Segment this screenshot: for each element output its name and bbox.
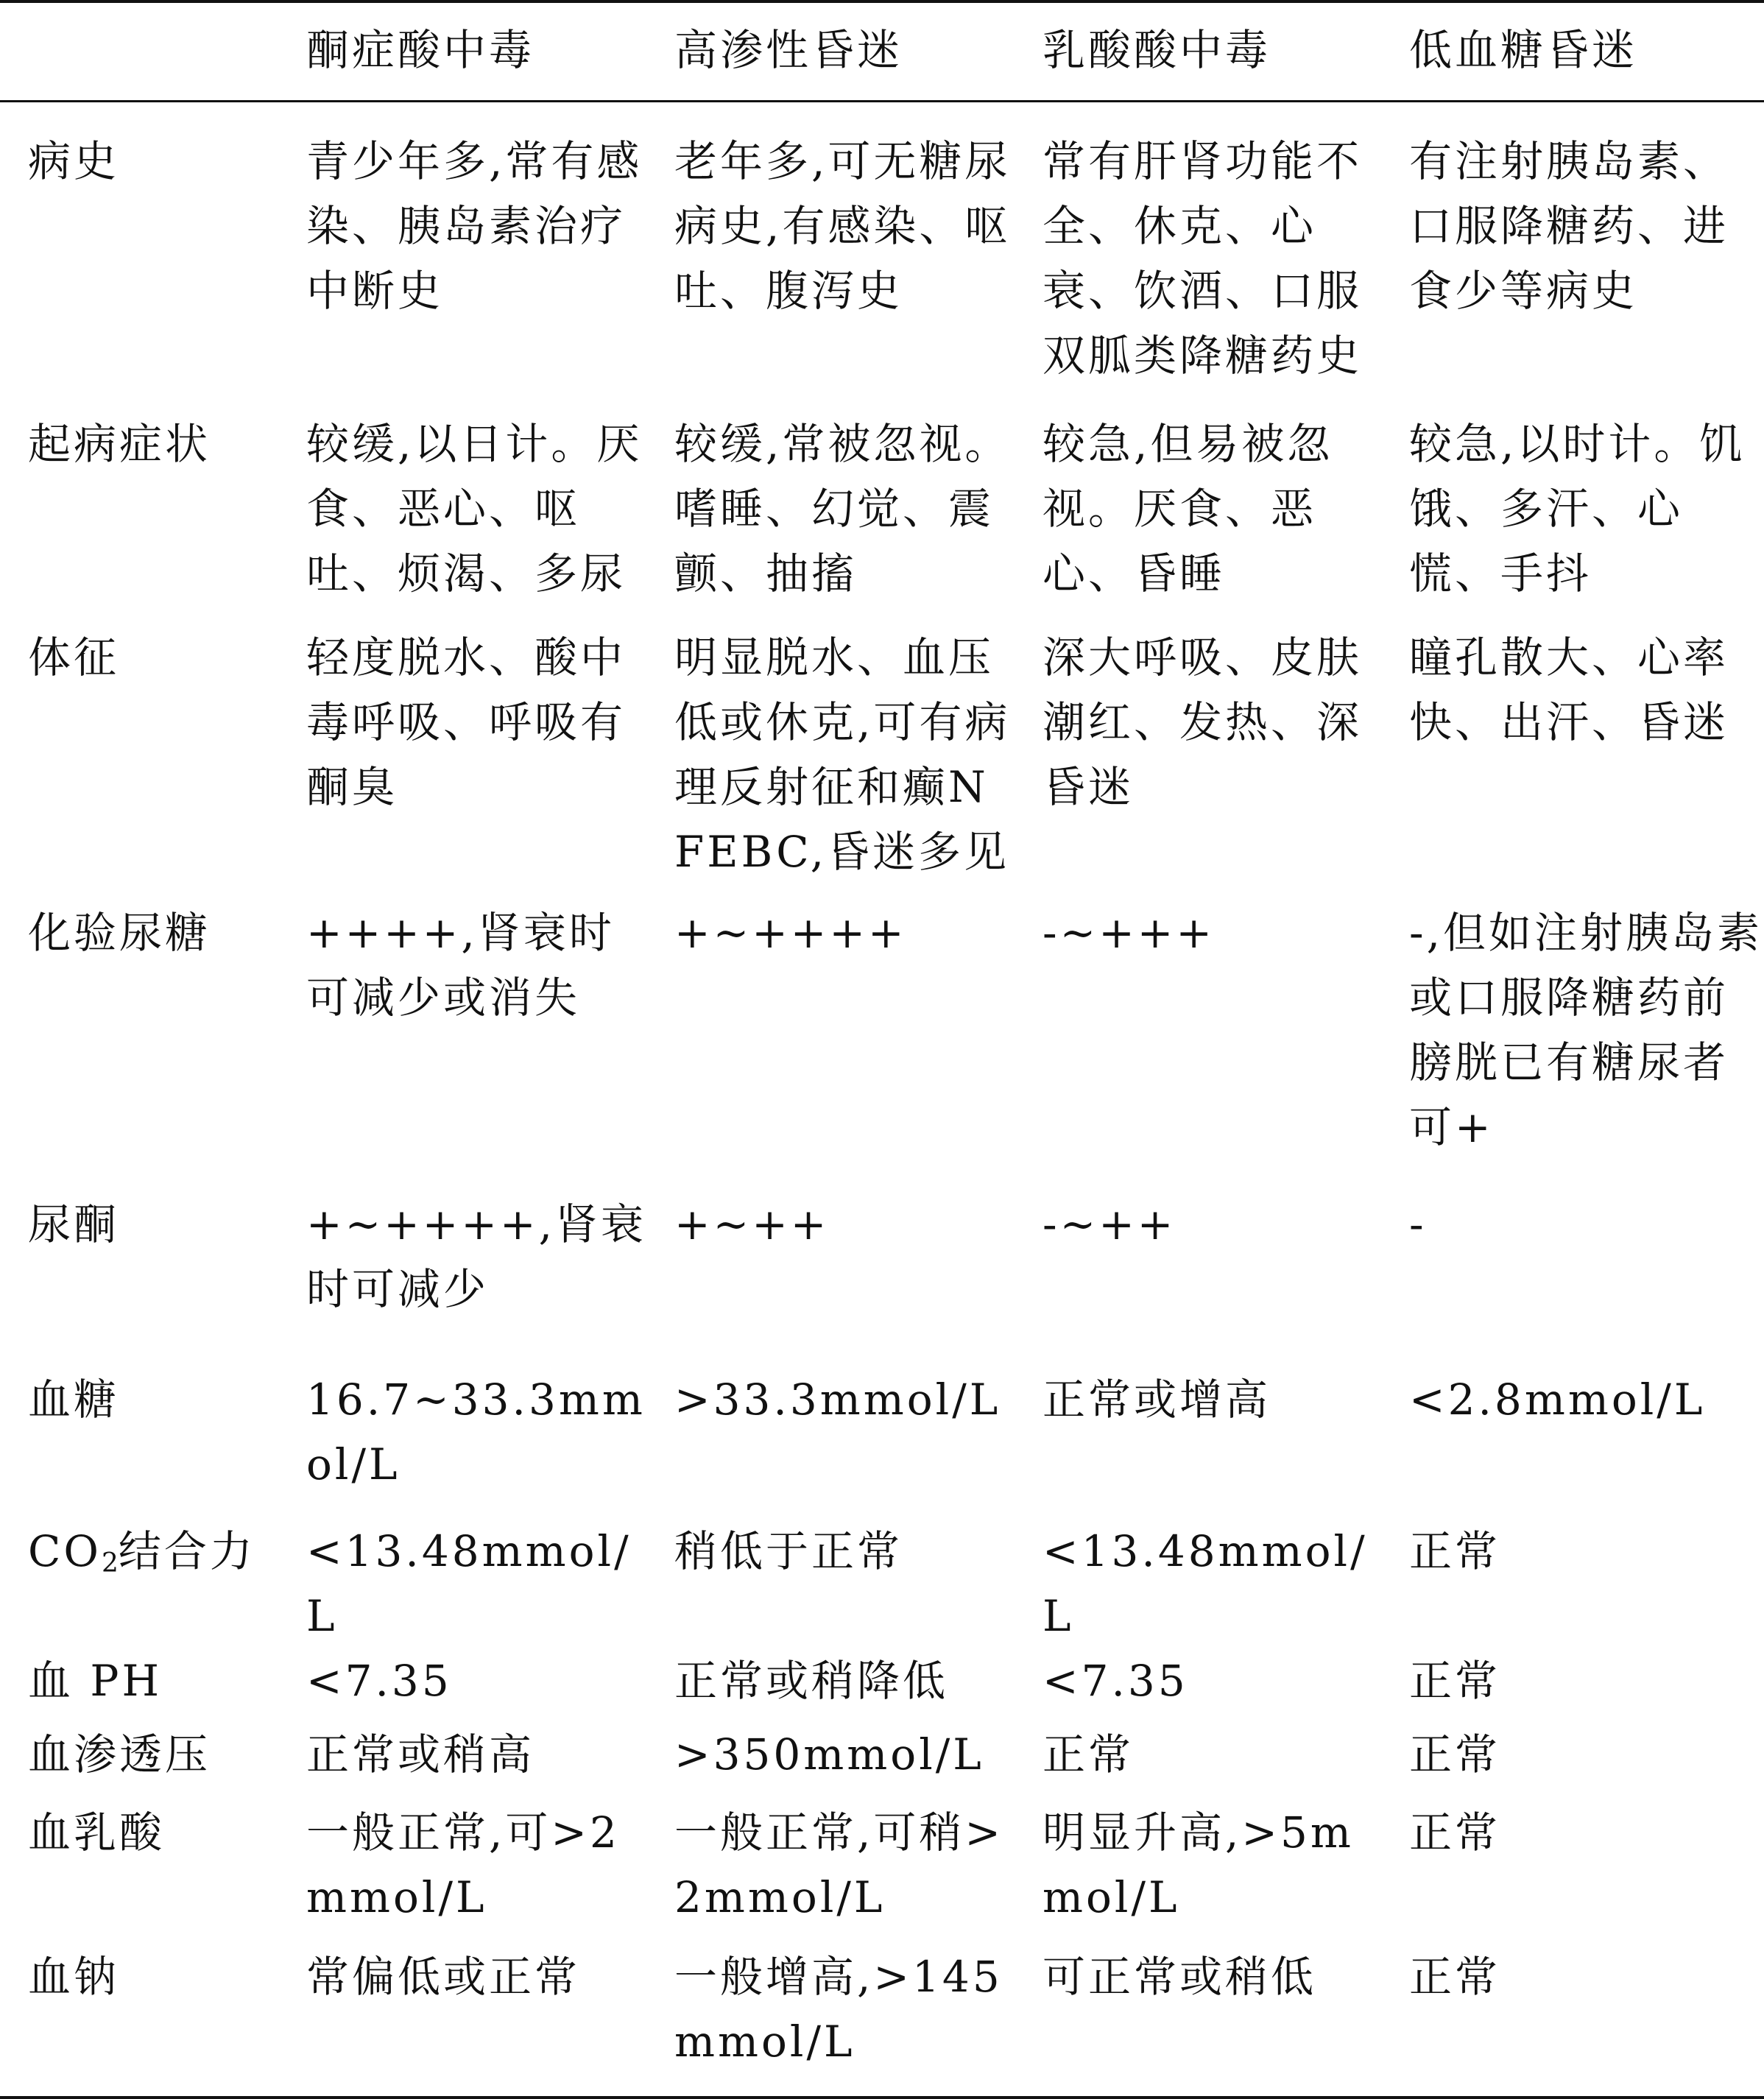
- table-cell: >33.3mmol/L: [674, 1375, 1001, 1425]
- table-cell: 稍低于正常: [674, 1526, 903, 1576]
- row-label: 起病症状: [28, 419, 211, 469]
- table-row: [0, 394, 1764, 625]
- table-cell: >350mmol/L: [674, 1729, 984, 1779]
- header-lactic-acidosis: 乳酸酸中毒: [1016, 0, 1383, 102]
- row-label: 血钠: [0, 1944, 280, 2098]
- table-cell: 正常: [1409, 1729, 1501, 1779]
- table-cell: -~++: [1042, 1199, 1176, 1249]
- table-cell: 一般正常,可>2mmol/L: [306, 1807, 620, 1922]
- table-row: [0, 1519, 1764, 1648]
- table-cell: 可正常或稍低: [1016, 1944, 1383, 2098]
- table-cell: ++++,肾衰时可减少或消失: [306, 908, 615, 1023]
- table-cell: 正常: [1409, 1656, 1501, 1706]
- row-label: 化验尿糖: [28, 908, 211, 958]
- row-label: 血乳酸: [28, 1807, 166, 1858]
- table-cell: 正常: [1042, 1729, 1135, 1779]
- table-cell: <13.48mmol/L: [306, 1526, 632, 1641]
- table-cell: -: [1409, 1199, 1427, 1249]
- table-cell: 正常或稍降低: [674, 1656, 949, 1706]
- row-label: 血糖: [28, 1375, 120, 1425]
- table-cell: 轻度脱水、酸中毒呼吸、呼吸有酮臭: [306, 632, 627, 812]
- table-cell: 较缓,以日计。厌食、恶心、呕吐、烦渴、多尿: [306, 419, 643, 599]
- table-cell: 正常或稍高: [306, 1729, 535, 1779]
- table-cell: 常有肝肾功能不全、休克、心衰、饮酒、口服双胍类降糖药史: [1042, 136, 1363, 381]
- table-cell: 明显脱水、血压低或休克,可有病理反射征和癫NFEBC,昏迷多见: [674, 632, 1011, 877]
- header-corner: [0, 0, 280, 102]
- header-ketoacidosis: 酮症酸中毒: [280, 0, 648, 102]
- table-cell: 深大呼吸、皮肤潮红、发热、深昏迷: [1042, 632, 1363, 812]
- table-cell: -~+++: [1042, 908, 1215, 958]
- table-cell: <7.35: [306, 1656, 452, 1706]
- table-cell: +~++: [674, 1199, 830, 1249]
- table-cell: 较急,以时计。饥饿、多汗、心慌、手抖: [1409, 419, 1746, 599]
- table-cell: +~++++: [674, 908, 907, 958]
- table-cell: 有注射胰岛素、口服降糖药、进食少等病史: [1409, 136, 1729, 316]
- table-cell: 较急,但易被忽视。厌食、恶心、昏睡: [1042, 419, 1333, 599]
- row-label: 尿酮: [28, 1199, 120, 1249]
- table-cell: 瞳孔散大、心率快、出汗、昏迷: [1409, 632, 1729, 747]
- table-row: [0, 625, 1764, 900]
- table-row: [0, 1367, 1764, 1519]
- table-cell: -,但如注射胰岛素或口服降糖药前膀胱已有糖尿者可+: [1409, 908, 1763, 1152]
- table-cell: 正常: [1409, 1526, 1501, 1576]
- row-label: 体征: [28, 632, 120, 682]
- row-label-rest: 结合力: [118, 1526, 255, 1576]
- table-row: [0, 1192, 1764, 1367]
- table-row: [0, 1648, 1764, 1722]
- table-row: [0, 1722, 1764, 1800]
- table-row: [0, 1800, 1764, 1944]
- table-row: [0, 1944, 1764, 2098]
- table-cell: 老年多,可无糖尿病史,有感染、呕吐、腹泻史: [674, 136, 1011, 316]
- table-cell: <13.48mmol/L: [1042, 1526, 1368, 1641]
- table-cell: 一般正常,可稍>2mmol/L: [674, 1807, 1004, 1922]
- row-label: 血 PH: [28, 1656, 163, 1706]
- table-cell: 明显升高,>5mmol/L: [1042, 1807, 1354, 1922]
- table-cell: <2.8mmol/L: [1409, 1375, 1706, 1425]
- row-label: 血渗透压: [28, 1729, 211, 1779]
- row-label: [0, 1519, 280, 1648]
- table-cell: <7.35: [1042, 1656, 1188, 1706]
- table-cell: 正常或增高: [1042, 1375, 1271, 1425]
- table-cell: 较缓,常被忽视。嗜睡、幻觉、震颤、抽搐: [674, 419, 1011, 599]
- table-cell: 一般增高,>145mmol/L: [648, 1944, 1016, 2098]
- row-label-co: CO: [28, 1526, 102, 1576]
- row-label-subscript: 2: [101, 1548, 119, 1578]
- table-row: [0, 900, 1764, 1192]
- table-cell: 16.7~33.3mmol/L: [306, 1375, 646, 1489]
- table-row: [0, 102, 1764, 395]
- table-cell: 常偏低或正常: [280, 1944, 648, 2098]
- table-cell: 正常: [1383, 1944, 1764, 2098]
- table-cell: +~++++,肾衰时可减少: [306, 1199, 647, 1314]
- table-cell: 正常: [1409, 1807, 1501, 1858]
- row-label: 病史: [28, 136, 120, 186]
- header-hyperosmolar-coma: 高渗性昏迷: [648, 0, 1016, 102]
- table-cell: 青少年多,常有感染、胰岛素治疗中断史: [306, 136, 643, 316]
- header-hypoglycemic-coma: 低血糖昏迷: [1383, 0, 1764, 102]
- header-row: [0, 0, 1764, 102]
